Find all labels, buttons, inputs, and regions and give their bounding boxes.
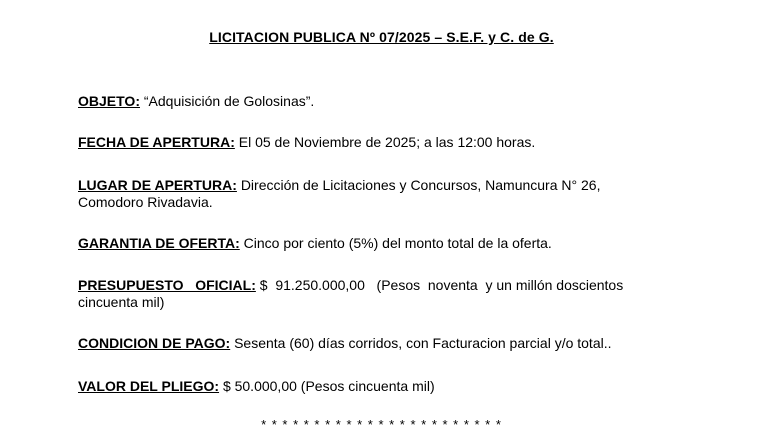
field-presupuesto-oficial [78,277,668,311]
field-value: Dirección de Licitaciones y Concursos, Namuncura N° 26, Comodoro Rivadavia. [78,177,601,210]
field-objeto [78,93,668,110]
field-label: OBJETO: [78,93,140,109]
field-valor-pliego [78,378,668,395]
field-value: Cinco por ciento (5%) del monto total de la oferta. [243,235,552,251]
field-value: $ 50.000,00 (Pesos cincuenta mil) [222,378,435,394]
field-value: $ 91.250.000,00 (Pesos noventa y un millón doscientos cincuenta mil) [78,277,628,310]
field-label: LUGAR DE APERTURA: [78,177,237,193]
field-label: GARANTIA DE OFERTA: [78,235,240,251]
field-lugar-apertura [78,177,668,211]
document-title: LICITACION PUBLICA Nº 07/2025 – S.E.F. y C. de G. [209,29,554,45]
field-label: VALOR DEL PLIEGO: [78,378,220,394]
field-value: “Adquisición de Golosinas”. [143,93,315,109]
field-fecha-apertura [78,134,668,151]
separator-asterisks: * * * * * * * * * * * * * * * * * * * * * * * [261,417,502,432]
field-label: CONDICION DE PAGO: [78,335,231,351]
field-label: FECHA DE APERTURA: [78,134,235,150]
field-value: Sesenta (60) días corridos, con Facturacion parcial y/o total.. [234,335,612,351]
field-condicion-pago [78,335,668,352]
field-label: PRESUPUESTO OFICIAL: [78,277,256,293]
field-value: El 05 de Noviembre de 2025; a las 12:00 horas. [238,134,536,150]
field-garantia-oferta [78,235,668,252]
